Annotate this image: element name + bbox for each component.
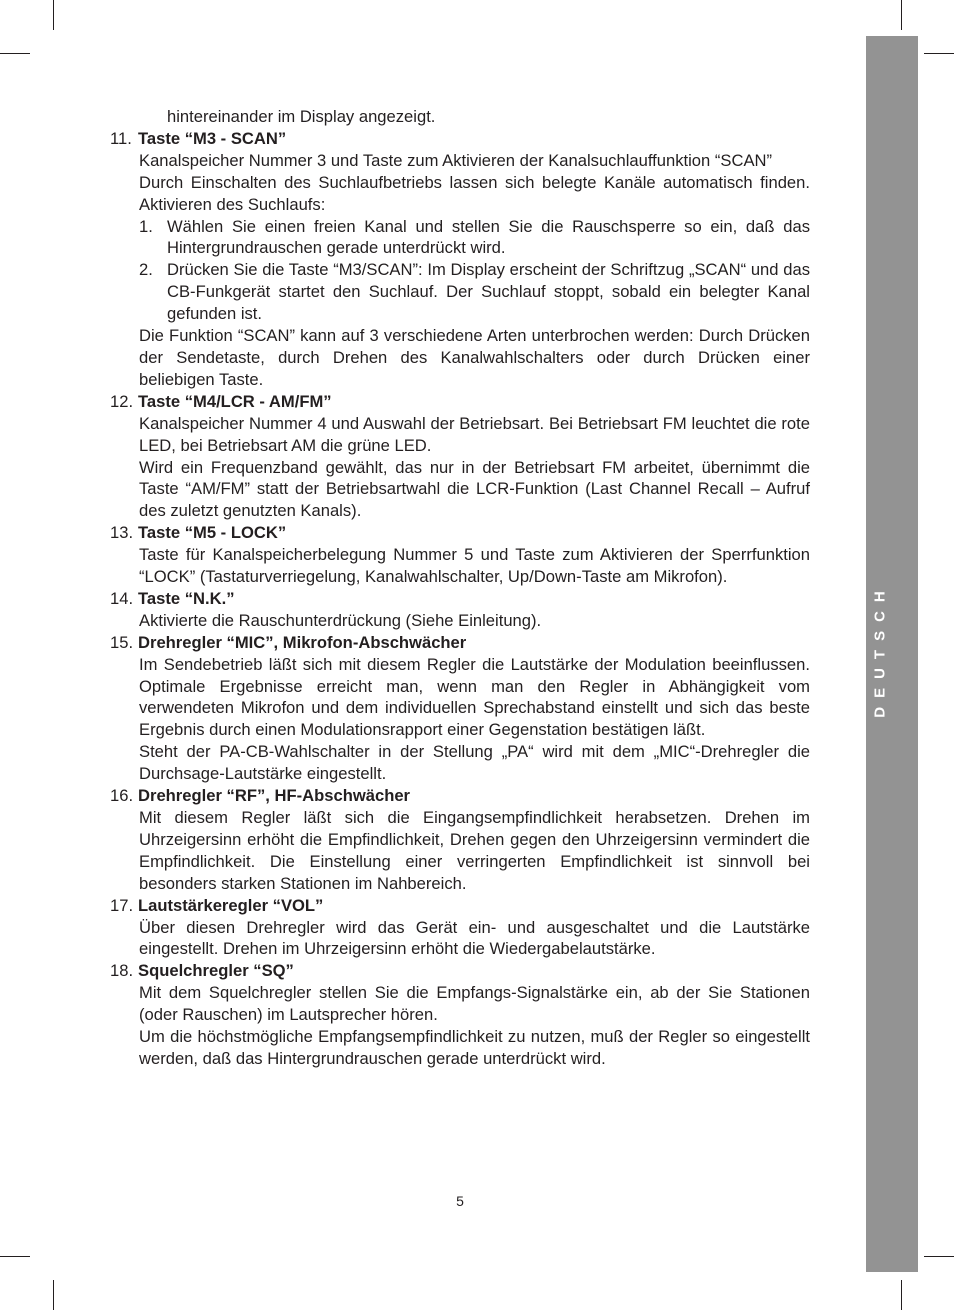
language-label: DEUTSCH — [871, 582, 889, 718]
section-number: 16. — [110, 786, 134, 806]
paragraph: Im Sendebetrieb läßt sich mit diesem Regler die Lautstärke der Modulation beeinflussen. Optimale Ergebnisse erreicht man, wenn man den Regler in Abhängigkeit vom verwendeten Mikrofon und dem individuellen Sprechabstand einstellt und sich das beste Ergebnis durch einen Modulationsrapport einer Gegenstation bestätigen läßt. — [139, 654, 810, 740]
section-title: Drehregler “MIC”, Mikrofon-Abschwächer — [138, 632, 467, 652]
section-number: 17. — [110, 895, 134, 915]
paragraph: Taste für Kanalspeicherbelegung Nummer 5 und Taste zum Aktivieren der Sperrfunktion “LOCK” (Tastaturverriegelung, Kanalwahlschalter, Up/Down-Taste am Mikrofon). — [139, 545, 810, 587]
section-16 — [110, 785, 810, 895]
crop-mark — [53, 0, 54, 30]
section-15 — [110, 632, 810, 785]
paragraph: Wird ein Frequenzband gewählt, das nur in der Betriebsart FM arbeitet, übernimmt die Taste “AM/FM” statt der Betriebsartwahl die LCR-Funktion (Last Channel Recall – Aufruf des zuletzt genutzten Kanals). — [139, 457, 810, 521]
page-number: 5 — [456, 1193, 464, 1209]
crop-mark — [901, 1280, 902, 1310]
section-heading — [110, 785, 810, 807]
crop-mark — [0, 53, 30, 54]
section-title: Lautstärkeregler “VOL” — [138, 895, 324, 915]
page-body — [110, 106, 810, 1070]
section-heading — [110, 632, 810, 654]
section-17 — [110, 895, 810, 961]
section-title: Taste “M4/LCR - AM/FM” — [138, 391, 332, 411]
list-item-text: Drücken Sie die Taste “M3/SCAN”: Im Display erscheint der Schriftzug „SCAN“ und das CB-Funkgerät startet den Suchlauf. Der Suchlauf stoppt, sobald ein belegter Kanal gefunden ist. — [167, 260, 810, 324]
list-item-text: Wählen Sie einen freien Kanal und stellen Sie die Rauschsperre so ein, daß das Hintergrundrauschen gerade unterdrückt wird. — [167, 216, 810, 258]
section-18 — [110, 960, 810, 1070]
crop-mark — [53, 1280, 54, 1310]
section-heading — [110, 522, 810, 544]
list-item-number: 2. — [139, 260, 153, 280]
section-title: Drehregler “RF”, HF-Abschwächer — [138, 786, 411, 806]
crop-mark — [924, 1256, 954, 1257]
section-12 — [110, 391, 810, 522]
list-item — [139, 259, 810, 325]
crop-mark — [901, 0, 902, 30]
section-heading — [110, 895, 810, 917]
list-item-number: 1. — [139, 216, 153, 236]
section-number: 11. — [110, 128, 132, 148]
crop-mark — [924, 53, 954, 54]
paragraph: Aktivierte die Rauschunterdrückung (Siehe Einleitung). — [139, 610, 542, 630]
section-heading — [110, 391, 810, 413]
section-13 — [110, 522, 810, 588]
paragraph: Kanalspeicher Nummer 4 und Auswahl der Betriebsart. Bei Betriebsart FM leuchtet die rote LED, bei Betriebsart AM die grüne LED. — [139, 413, 810, 455]
section-title: Taste “M3 - SCAN” — [138, 128, 287, 148]
section-title: Taste “M5 - LOCK” — [138, 523, 287, 543]
paragraph: Mit dem Squelchregler stellen Sie die Empfangs-Signalstärke ein, ab der Sie Stationen (oder Rauschen) im Lautsprecher hören. — [139, 983, 810, 1025]
section-11 — [110, 128, 810, 391]
section-number: 14. — [110, 588, 134, 608]
section-title: Squelchregler “SQ” — [138, 961, 294, 981]
section-number: 13. — [110, 523, 134, 543]
section-number: 12. — [110, 391, 134, 411]
crop-mark — [0, 1256, 30, 1257]
paragraph: Um die höchstmögliche Empfangsempfindlichkeit zu nutzen, muß der Regler so eingestellt werden, daß das Hintergrundrauschen gerade unterdrückt wird. — [139, 1027, 810, 1068]
section-14 — [110, 588, 810, 632]
paragraph: Kanalspeicher Nummer 3 und Taste zum Aktivieren der Kanalsuchlauffunktion “SCAN” — [139, 150, 773, 170]
section-number: 18. — [110, 961, 134, 981]
paragraph: Die Funktion “SCAN” kann auf 3 verschiedene Arten unterbrochen werden: Durch Drücken der Sendetaste, durch Drehen des Kanalwahlschalters oder durch Drücken einer beliebigen Taste. — [139, 326, 810, 389]
paragraph: Steht der PA-CB-Wahlschalter in der Stellung „PA“ wird mit dem „MIC“-Drehregler die Durchsage-Lautstärke eingestellt. — [139, 742, 810, 784]
section-title: Taste “N.K.” — [138, 588, 235, 608]
paragraph: Über diesen Drehregler wird das Gerät ein- und ausgeschaltet und die Lautstärke eingestellt. Drehen im Uhrzeigersinn erhöht die Wiedergabelautstärke. — [139, 917, 810, 959]
list-item — [139, 216, 810, 260]
paragraph: Mit diesem Regler läßt sich die Eingangsempfindlichkeit herabsetzen. Drehen im Uhrzeigersinn erhöht die Empfindlichkeit, Drehen gegen den Uhrzeigersinn vermindert die Empfindlichkeit. Die Einstellung einer verringerten Empfindlichkeit ist sinnvoll bei besonders starken Stationen im Nahbereich. — [139, 808, 810, 893]
continuation-line: hintereinander im Display angezeigt. — [167, 107, 436, 126]
paragraph: Durch Einschalten des Suchlaufbetriebs lassen sich belegte Kanäle automatisch finden. Aktivieren des Suchlaufs: — [139, 172, 810, 214]
section-heading — [110, 588, 810, 610]
section-heading — [110, 960, 810, 982]
section-heading — [110, 128, 810, 150]
section-number: 15. — [110, 632, 134, 652]
